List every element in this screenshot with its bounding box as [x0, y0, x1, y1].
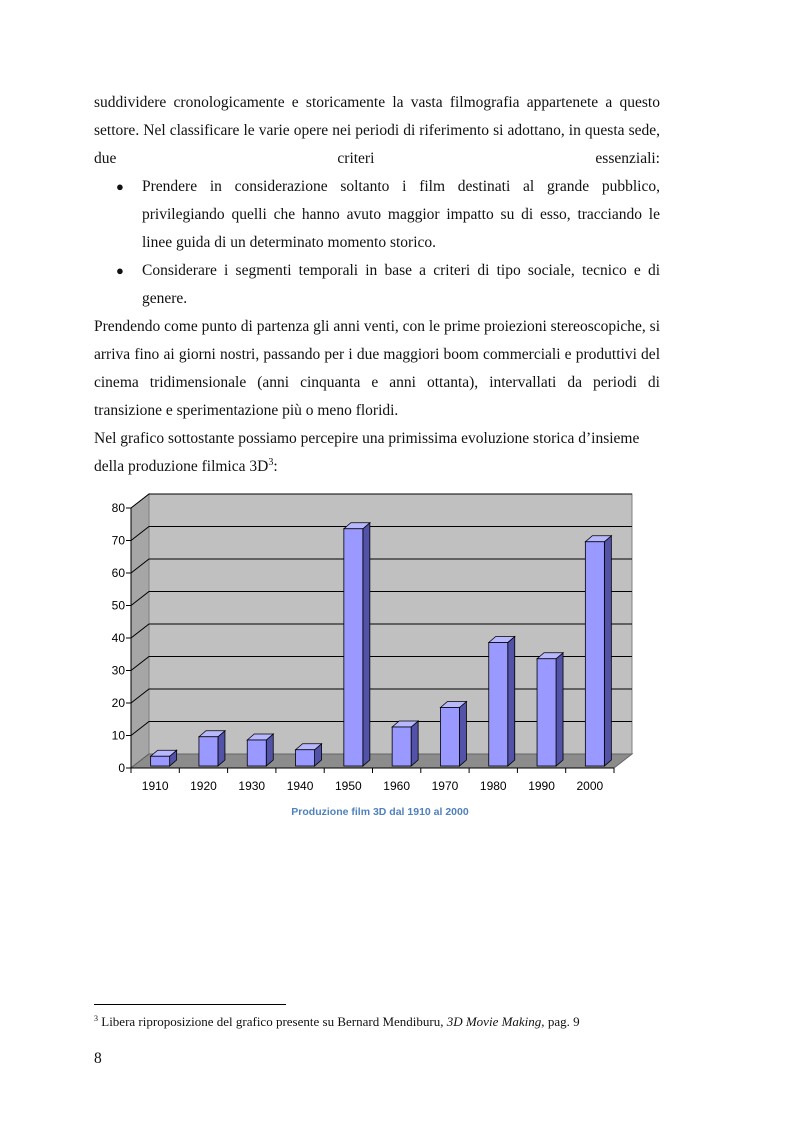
footnote-book-title: 3D Movie Making, [446, 1014, 545, 1029]
x-tick-label: 1990 [528, 779, 555, 793]
bar-1940 [296, 744, 322, 766]
footnote-end: pag. 9 [544, 1014, 580, 1029]
paragraph-2: Prendendo come punto di partenza gli anni venti, con le prime proiezioni stereoscopiche, si arriva fino ai giorni nostri, passando per i due maggiori boom commerciali e produttivi del cinema tridimensionale (anni cinquanta e anni ottanta), intervallati da periodi di transizione e sperimentazione più o meno floridi. [94, 318, 661, 419]
x-tick-label: 2000 [576, 779, 604, 793]
footnote-text: Libera riproposizione del grafico presente su Bernard Mendiburu, [98, 1014, 447, 1029]
bar-front [489, 643, 508, 767]
page-number: 8 [94, 1050, 102, 1067]
y-tick-label: 70 [111, 533, 125, 548]
x-tick-label: 1930 [238, 779, 266, 793]
bar-2000 [585, 536, 611, 766]
bar-side [556, 653, 563, 766]
y-tick-label: 50 [111, 598, 125, 613]
footnote [94, 1014, 580, 1030]
bar-front [151, 756, 170, 766]
bar-front [344, 529, 363, 766]
y-tick-label: 80 [111, 501, 125, 515]
bar-front [537, 659, 556, 766]
y-tick-label: 30 [111, 663, 125, 678]
bar-1990 [537, 653, 563, 766]
paragraph-3-end: : [273, 458, 278, 475]
bar-front [585, 542, 604, 766]
x-tick-label: 1920 [190, 779, 217, 793]
bar-1910 [151, 750, 177, 766]
bar-1930 [247, 734, 273, 766]
x-tick-label: 1910 [141, 779, 169, 793]
criteria-item-text: Considerare i segmenti temporali in base a criteri di tipo sociale, tecnico e di genere. [142, 262, 660, 307]
bar-1950 [344, 523, 370, 766]
y-tick-label: 10 [111, 728, 125, 743]
y-tick-label: 20 [111, 696, 125, 710]
y-tick-label: 0 [118, 761, 125, 775]
bar-side [459, 702, 466, 767]
paragraph-3-line-2: della produzione filmica 3D [94, 458, 269, 475]
bar-front [247, 740, 266, 766]
paragraph-1: suddividere cronologicamente e storicamente la vasta filmografia appartenete a questo settore. Nel classificare le varie opere nei periodi di riferimento si adottano, in questa sede, due criteri essenziali: [94, 94, 660, 167]
bar-front [392, 727, 411, 766]
x-tick-label: 1950 [334, 779, 362, 793]
bar-front [440, 708, 459, 767]
criteria-item-text: Prendere in considerazione soltanto i film destinati al grande pubblico, privilegiando quelli che hanno avuto maggior impatto su di esso, tracciando le linee guida di un determinato momento storico. [142, 178, 660, 251]
footnote-ref[interactable]: 3 [268, 457, 274, 468]
bar-side [604, 536, 611, 766]
footnote-separator [94, 1004, 286, 1005]
bar-1960 [392, 721, 418, 766]
x-tick-label: 1960 [383, 779, 411, 793]
bar-side [411, 721, 418, 766]
x-tick-label: 1940 [286, 779, 314, 793]
bullet-icon: ● [116, 263, 124, 278]
bar-1920 [199, 731, 225, 766]
bar-side [363, 523, 370, 766]
bar-1980 [489, 637, 515, 767]
y-tick-label: 40 [111, 631, 125, 645]
bullet-icon: ● [116, 179, 124, 194]
bar-1970 [440, 702, 466, 767]
y-tick-label: 60 [111, 566, 125, 580]
bar-side [508, 637, 515, 767]
x-tick-label: 1980 [479, 779, 507, 793]
bar-front [199, 737, 218, 766]
chart-caption: Produzione film 3D dal 1910 al 2000 [291, 806, 469, 818]
paragraph-3-line-1: Nel grafico sottostante possiamo percepire una primissima evoluzione storica d’insieme [94, 430, 640, 447]
chart-x-axis [131, 768, 614, 793]
bar-front [296, 750, 315, 766]
chart-y-axis [112, 501, 131, 775]
x-tick-label: 1970 [431, 779, 459, 793]
footnote-number: 3 [94, 1014, 98, 1023]
